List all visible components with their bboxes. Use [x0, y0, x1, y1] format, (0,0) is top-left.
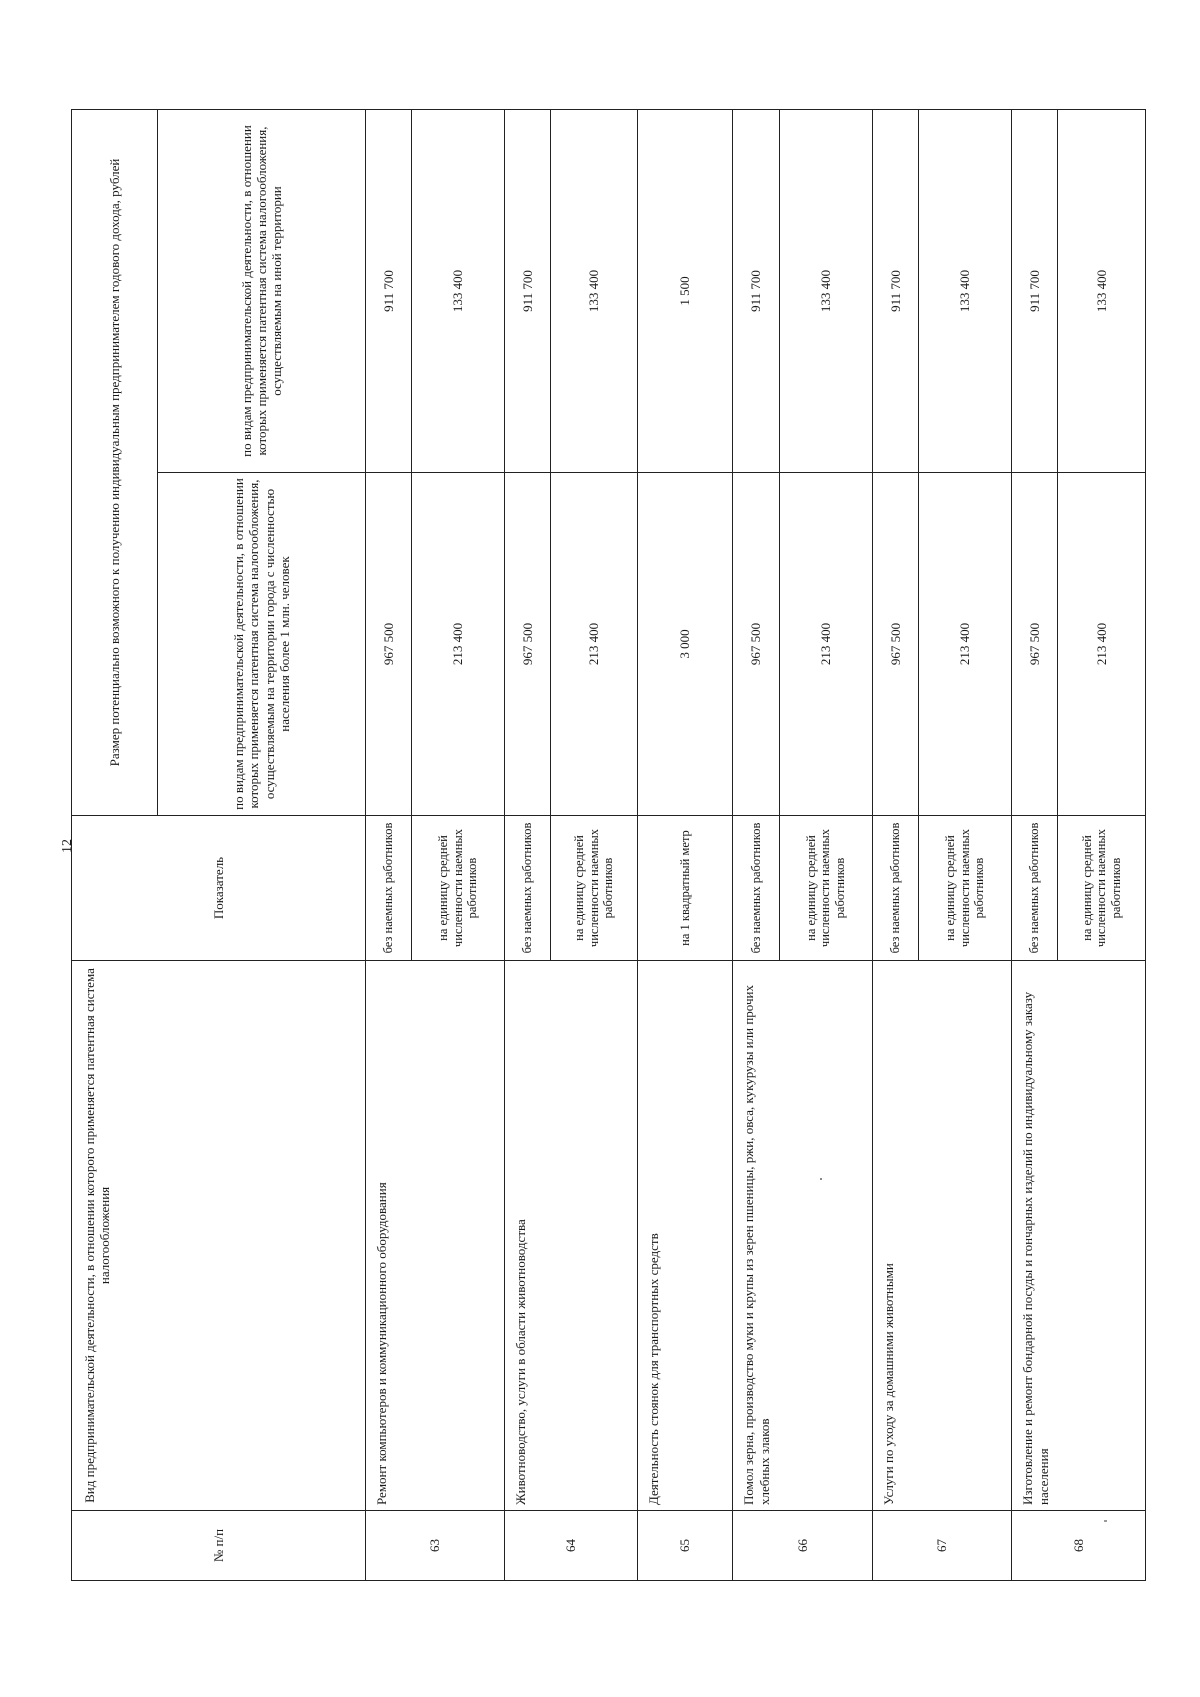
patent-income-table: [71, 109, 1146, 1581]
income-other-cell: 133 400: [1057, 110, 1145, 473]
activity-name: Услуги по уходу за домашними животными: [872, 961, 1011, 1511]
row-number: 65: [637, 1511, 733, 1581]
row-number: 68: [1011, 1511, 1145, 1581]
activity-name: Деятельность стоянок для транспортных средств: [637, 961, 733, 1511]
income-other-cell: 911 700: [732, 110, 778, 473]
income-city-cell: 213 400: [1057, 473, 1145, 816]
header-income-other: по видам предпринимательской деятельности, в отношении которых применяется патентная система налогообложения, осуществляемым на иной территории: [157, 110, 364, 473]
income-other-cell: 133 400: [779, 110, 872, 473]
page-number: 12: [60, 839, 75, 853]
table-row: [732, 110, 778, 1581]
indicator-cell: без наемных работников: [504, 816, 550, 961]
income-other-cell: 911 700: [504, 110, 550, 473]
activity-name: Изготовление и ремонт бондарной посуды и гончарных изделий по индивидуальному заказу населения: [1011, 961, 1145, 1511]
income-other-cell: 133 400: [550, 110, 636, 473]
income-other-cell: 133 400: [918, 110, 1011, 473]
income-city-cell: 213 400: [550, 473, 636, 816]
income-other-cell: 911 700: [1011, 110, 1057, 473]
indicator-cell: на единицу средней численности наемных работников: [779, 816, 872, 961]
row-number: 67: [872, 1511, 1011, 1581]
income-other-cell: 133 400: [411, 110, 504, 473]
income-city-cell: 213 400: [779, 473, 872, 816]
header-income-city: по видам предпринимательской деятельности, в отношении которых применяется патентная система налогообложения, осуществляемым на территории города с численностью населения более 1 млн. человек: [157, 473, 364, 816]
scan-speck: [1104, 1520, 1107, 1522]
header-income-group: Размер потенциально возможного к получению индивидуальным предпринимателем годового дохода, рублей: [71, 110, 157, 816]
indicator-cell: на единицу средней численности наемных работников: [918, 816, 1011, 961]
income-city-cell: 3 000: [637, 473, 733, 816]
income-city-cell: 967 500: [365, 473, 411, 816]
income-city-cell: 967 500: [732, 473, 778, 816]
income-city-cell: 213 400: [411, 473, 504, 816]
indicator-cell: без наемных работников: [732, 816, 778, 961]
income-city-cell: 967 500: [504, 473, 550, 816]
rotated-table-container: [71, 110, 1146, 1581]
table-row: [637, 110, 733, 1581]
row-number: 63: [365, 1511, 504, 1581]
indicator-cell: на 1 квадратный метр: [637, 816, 733, 961]
table-row: [1011, 110, 1057, 1581]
indicator-cell: без наемных работников: [365, 816, 411, 961]
activity-name: Ремонт компьютеров и коммуникационного оборудования: [365, 961, 504, 1511]
income-other-cell: 911 700: [872, 110, 918, 473]
indicator-cell: на единицу средней численности наемных работников: [550, 816, 636, 961]
indicator-cell: на единицу средней численности наемных работников: [1057, 816, 1145, 961]
income-city-cell: 213 400: [918, 473, 1011, 816]
table-body: [71, 110, 1145, 1581]
income-city-cell: 967 500: [1011, 473, 1057, 816]
header-indicator: Показатель: [71, 816, 365, 961]
income-other-cell: 911 700: [365, 110, 411, 473]
indicator-cell: без наемных работников: [1011, 816, 1057, 961]
activity-name: Животноводство, услуги в области животноводства: [504, 961, 637, 1511]
table-header-row: [71, 110, 157, 1581]
table-row: [504, 110, 550, 1581]
indicator-cell: без наемных работников: [872, 816, 918, 961]
table-row: [365, 110, 411, 1581]
income-city-cell: 967 500: [872, 473, 918, 816]
row-number: 66: [732, 1511, 871, 1581]
header-activity: Вид предпринимательской деятельности, в отношении которого применяется патентная система налогообложения: [71, 961, 365, 1511]
scan-speck: [820, 1178, 822, 1180]
row-number: 64: [504, 1511, 637, 1581]
header-num: № п/п: [71, 1511, 365, 1581]
income-other-cell: 1 500: [637, 110, 733, 473]
indicator-cell: на единицу средней численности наемных работников: [411, 816, 504, 961]
activity-name: Помол зерна, производство муки и крупы из зерен пшеницы, ржи, овса, кукурузы или прочих хлебных злаков: [732, 961, 871, 1511]
table-row: [872, 110, 918, 1581]
